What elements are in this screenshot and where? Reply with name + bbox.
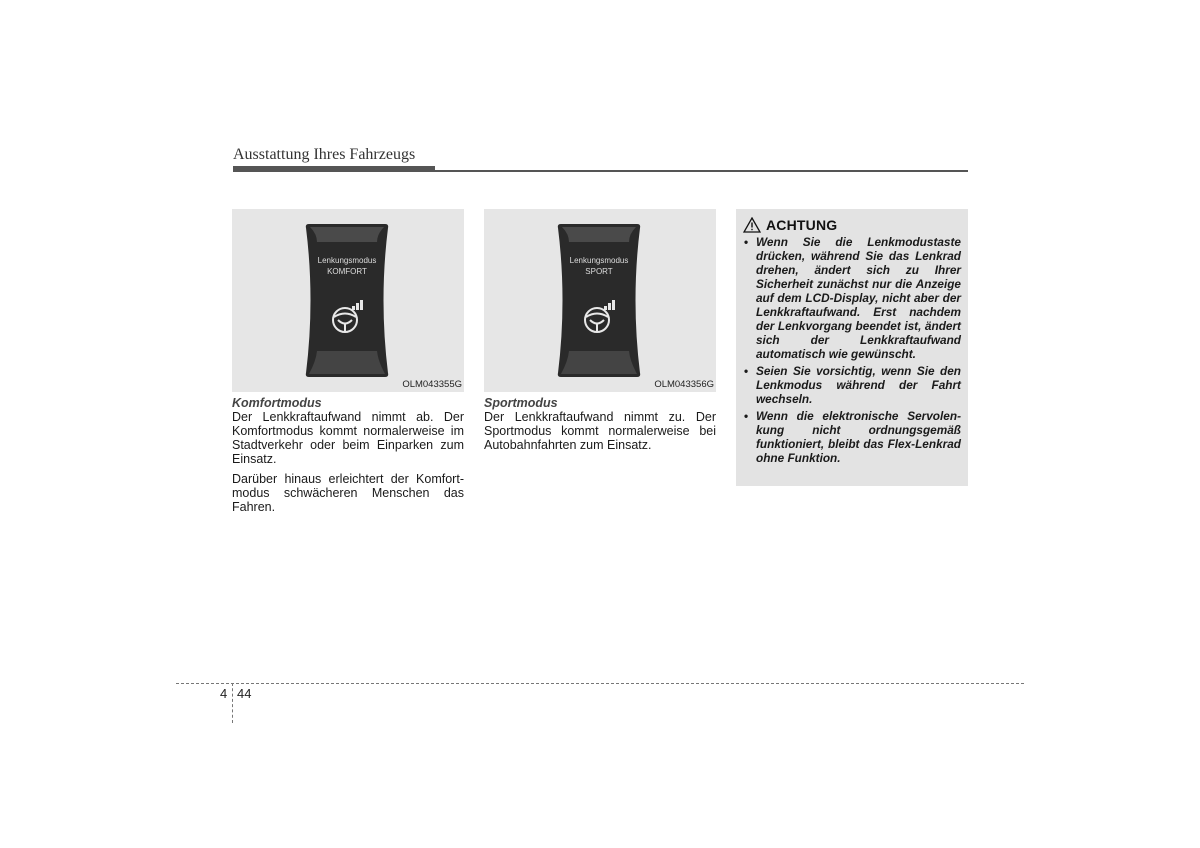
figure-komfort: [232, 209, 464, 392]
warning-triangle-icon: [743, 217, 761, 233]
display-mode-value: KOMFORT: [327, 267, 367, 276]
footer-divider: [232, 683, 233, 723]
caution-list: [743, 235, 961, 465]
display-mode-label: Lenkungsmodus: [569, 256, 629, 265]
page-header-title: Ausstattung Ihres Fahrzeugs: [233, 146, 416, 163]
figure-sport: [484, 209, 716, 392]
footer-rule: [176, 683, 1024, 684]
caution-item: • Wenn die elektronische Servolenkung nicht ordnungsgemäß funktioniert, bleibt das Flex-Lenkrad ohne Funktion.: [743, 409, 961, 465]
lcd-display-sport: [557, 224, 641, 377]
caution-item: • Seien Sie vorsichtig, wenn Sie den Lenkmodus während der Fahrt wechseln.: [743, 364, 961, 406]
caution-header: [743, 217, 961, 233]
paragraph: Der Lenkkraftaufwand nimmt ab. Der Komfortmodus kommt normalerweise im Stadtverkehr oder beim Einparken zum Einsatz.: [232, 410, 464, 466]
caution-box: [736, 209, 968, 486]
figure-code: OLM043355G: [402, 379, 462, 390]
display-mode-label: Lenkungsmodus: [317, 256, 377, 265]
figure-code: OLM043356G: [654, 379, 714, 390]
lcd-display-komfort: [305, 224, 389, 377]
paragraph: Der Lenkkraftaufwand nimmt zu. Der Sportmodus kommt normalerweise bei Autobahnfahrten zum Einsatz.: [484, 410, 716, 452]
column-komfort: [232, 209, 464, 520]
paragraph: Darüber hinaus erleichtert der Komfortmodus schwächeren Menschen das Fahren.: [232, 472, 464, 514]
section-heading: Sportmodus: [484, 396, 558, 410]
page-number: 44: [237, 686, 252, 701]
caution-title: ACHTUNG: [766, 217, 838, 233]
section-heading: Komfortmodus: [232, 396, 322, 410]
caution-item: • Wenn Sie die Lenkmodustaste drücken, während Sie das Lenkrad drehen, ändert sich zu Ihrer Sicherheit zunächst nur die Anzeige auf dem LCD-Display, nicht aber der Lenkkraftaufwand. Erst nachdem der Lenkvorgang beendet ist, ändert sich der Lenkkraftaufwand automatisch wie gewünscht.: [743, 235, 961, 361]
chapter-number: 4: [220, 686, 228, 701]
column-sport: [484, 209, 716, 458]
header-rule: [233, 170, 968, 172]
display-mode-value: SPORT: [585, 267, 613, 276]
